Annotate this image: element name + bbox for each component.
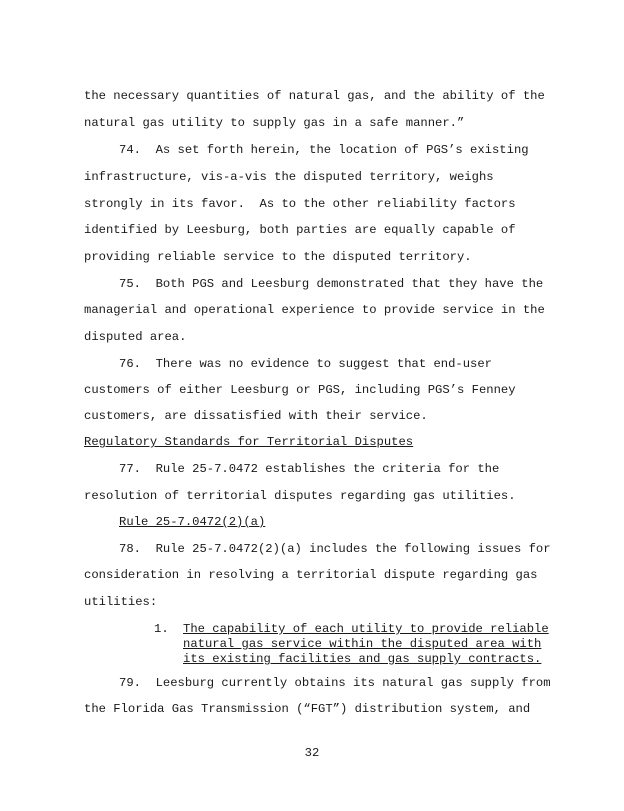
- paragraph-77-start: 77. Rule 25-7.0472 establishes the criteria for the: [119, 462, 500, 476]
- text-line: strongly in its favor. As to the other reliability factors: [84, 197, 516, 211]
- paragraph-76-start: 76. There was no evidence to suggest that end-user: [119, 357, 492, 371]
- text-line: resolution of territorial disputes regarding gas utilities.: [84, 489, 516, 503]
- text-line: customers, are dissatisfied with their service.: [84, 409, 428, 423]
- text-line: utilities:: [84, 595, 158, 609]
- list-number: 1.: [154, 622, 169, 636]
- text-line: natural gas utility to supply gas in a safe manner.”: [84, 116, 465, 130]
- page-number: 32: [304, 746, 320, 760]
- paragraph-74-start: 74. As set forth herein, the location of PGS’s existing: [119, 143, 529, 157]
- text-line: disputed area.: [84, 330, 187, 344]
- text-line: the Florida Gas Transmission (“FGT”) distribution system, and: [84, 702, 531, 716]
- text-line: providing reliable service to the disputed territory.: [84, 250, 472, 264]
- paragraph-78-start: 78. Rule 25-7.0472(2)(a) includes the following issues for: [119, 542, 551, 556]
- text-line: managerial and operational experience to provide service in the: [84, 303, 545, 317]
- text-line: consideration in resolving a territorial dispute regarding gas: [84, 568, 538, 582]
- paragraph-75-start: 75. Both PGS and Leesburg demonstrated that they have the: [119, 277, 544, 291]
- quoted-criterion-line: The capability of each utility to provide reliable: [183, 622, 549, 636]
- text-line: identified by Leesburg, both parties are equally capable of: [84, 223, 516, 237]
- quoted-criterion-line: its existing facilities and gas supply contracts.: [183, 652, 542, 666]
- text-line: the necessary quantities of natural gas, and the ability of the: [84, 89, 545, 103]
- subsection-heading: Rule 25-7.0472(2)(a): [119, 515, 266, 529]
- quoted-criterion-line: natural gas service within the disputed area with: [183, 637, 542, 651]
- section-heading: Regulatory Standards for Territorial Disputes: [84, 435, 414, 449]
- text-line: infrastructure, vis-a-vis the disputed territory, weighs: [84, 170, 494, 184]
- text-line: customers of either Leesburg or PGS, including PGS’s Fenney: [84, 383, 516, 397]
- paragraph-79-start: 79. Leesburg currently obtains its natural gas supply from: [119, 676, 551, 690]
